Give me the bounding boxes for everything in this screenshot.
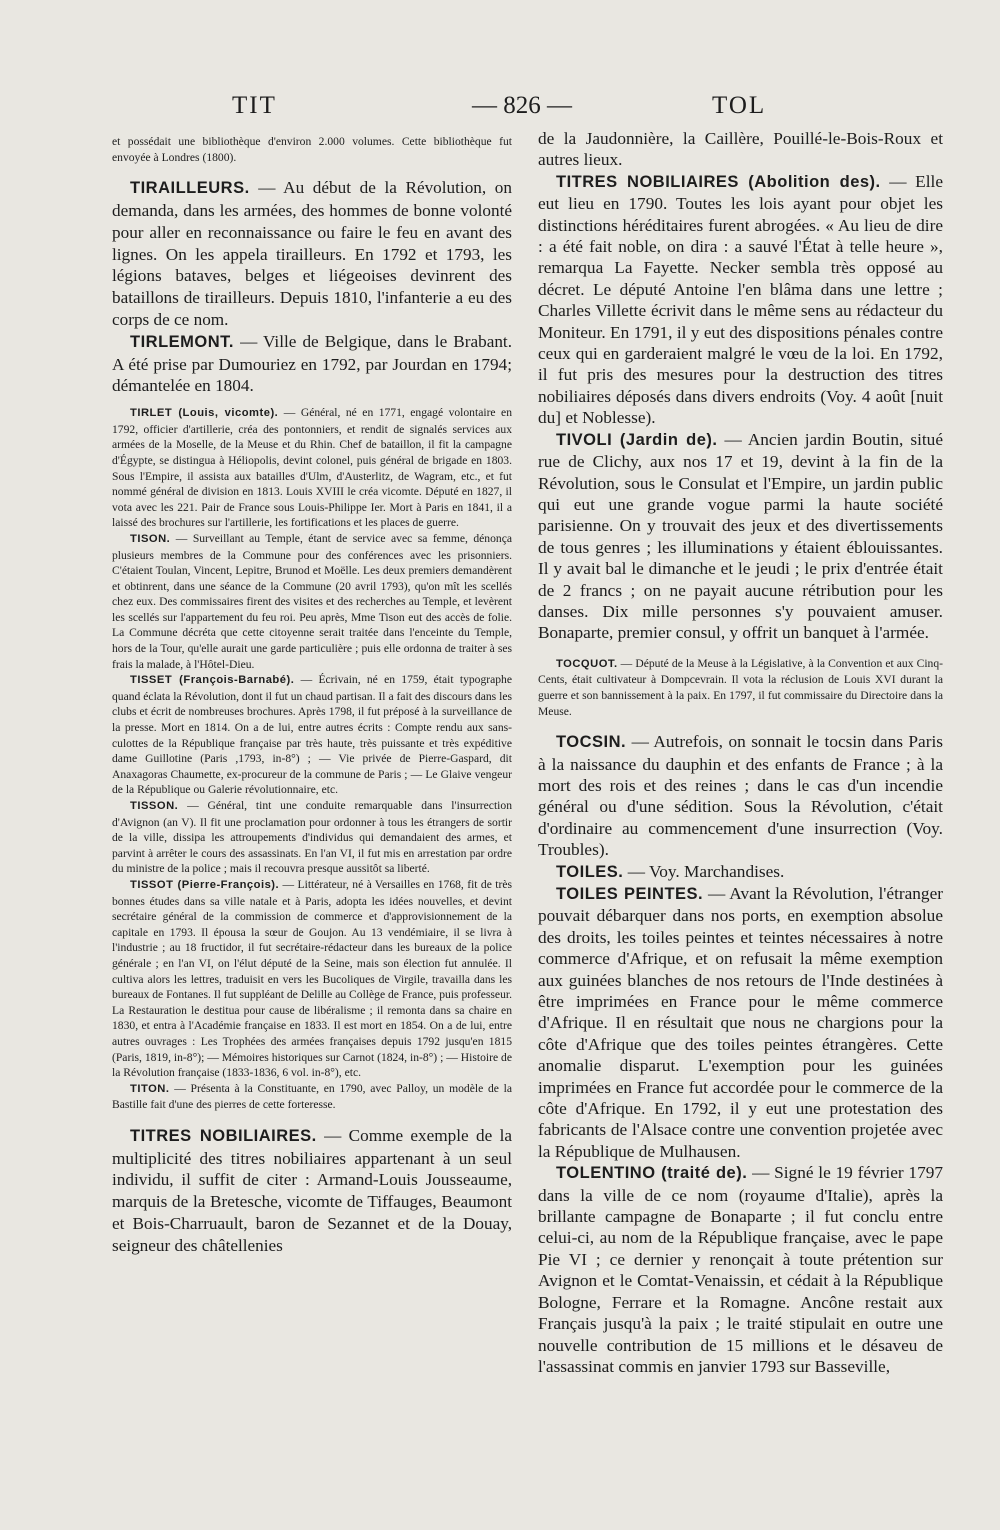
header-left-guideword: TIT (232, 92, 277, 119)
entry-continuation: de la Jaudonnière, la Caillère, Pouillé-le-Bois-Roux et autres lieux. (538, 129, 943, 170)
entry-headword: TITRES NOBILIAIRES (Abolition des). (556, 172, 881, 191)
entry-headword: TOCQUOT. (556, 657, 618, 670)
entry-headword: TISON. (130, 532, 171, 545)
entry-titres-nobiliaires: TITRES NOBILIAIRES. — Comme exemple de la multiplicité des titres nobiliaires appartenant à un seul individu, il suffit de citer : Armand-Louis Jousseaume, marquis de la Bretesche, vicomte de Tiffauges, Beaumont et Bois-Charruault, baron de Sezannet et de la Douay, seigneur des châtellenies (112, 1125, 512, 1255)
page-number: — 826 — (472, 92, 572, 119)
entry-headword: TOILES. (556, 862, 624, 881)
page-header (0, 92, 1000, 122)
entry-headword: TISSOT (Pierre-François). (130, 878, 280, 891)
entry-headword: TOILES PEINTES. (556, 884, 704, 903)
entry-headword: TITRES NOBILIAIRES. (130, 1126, 317, 1145)
entry-tisset: TISSET (François-Barnabé). — Écrivain, né en 1759, était typographe quand éclata la Révolution, dont il fut un chaud partisan. Il a fait des discours dans les clubs et écrit de nombreuses brochures. Après 1798, il fut préposé à la surveillance de la presse. Mort en 1814. On a de lui, entre autres écrits : Compte rendu aux sans-culottes de la République française par très haute, très puissante et très expéditive dame Guillotine (Paris ,1793, in-8°) ; — Vie privée de Pierre-Gaspard, dit Anaxagoras Chaumette, ex-procureur de la commune de Paris ; — Le Glaive vengeur de la République ou Galerie révolutionnaire, etc. (112, 673, 513, 797)
entry-toiles-peintes: TOILES PEINTES. — Avant la Révolution, l'étranger pouvait débarquer dans nos ports, en exemption absolue des droits, les toiles peintes et teintes nécessaires à notre commerce d'Afrique, et on refusait la même exemption aux guinées blanches de nos retours de l'Inde destinées à être imprimées en France pour le même commerce d'Afrique. Il en résultait que nous ne chargions pour la côte d'Afrique que des toiles peintes étrangères. Cette anomalie disparut. L'exemption pour les guinées imprimées en France fut accordée pour le commerce de la côte d'Afrique. En 1792, il y eut une protestation des fabricants de l'Alsace contre une convention projetée avec la République de Mulhausen. (538, 883, 943, 1161)
entry-headword: TIRLEMONT. (130, 332, 234, 351)
entry-tisson: TISSON. — Général, tint une conduite remarquable dans l'insurrection d'Avignon (an V). Il fit une proclamation pour ordonner à tous les étrangers de sortir de la ville, dissipa les attroupements d'individus qui demandaient des armes, et parvint à arrêter le cours des assassinats. En l'an VI, il fut mis en arrestation par ordre du ministre de la police ; mais il recouvra presque aussitôt sa liberté. (112, 799, 512, 876)
entry-tocquot: TOCQUOT. — Député de la Meuse à la Législative, à la Convention et aux Cinq-Cents, était cultivateur à Dompcevrain. Il vota la réclusion de Louis XVI durant la guerre et son bannissement à la paix. En 1797, il fut commissaire du Directoire dans la Meuse. (538, 656, 943, 718)
entry-tison: TISON. — Surveillant au Temple, étant de service avec sa femme, dénonça plusieurs membres de la Commune pour des conférences avec les prisonniers. C'étaient Toulan, Vincent, Lepitre, Brunod et Moëlle. Les deux premiers demandèrent et obtinrent, dans une séance de la Commune (20 avril 1793), qu'on mît les scellés chez eux. Des commissaires firent des visites et des recherches au Temple, et levèrent les scellés sur l'appartement du feu roi. Peu après, Mme Tison eut des accès de folie. La Commune décréta que cette citoyenne serait traitée dans l'enceinte du Temple, hors de la Tour, qu'elle aurait une garde particulière ; puis elle ordonna de traiter à ses frais la malade, à l'Hôtel-Dieu. (112, 531, 512, 671)
right-column (538, 128, 943, 1377)
entry-toiles: TOILES. — Voy. Marchandises. (556, 861, 785, 881)
entry-tocsin: TOCSIN. — Autrefois, on sonnait le tocsin dans Paris à la naissance du dauphin et des enfants de France ; à la mort des rois et des reines ; dans le cas d'un incendie général ou d'une sédition. Sous la Révolution, c'était d'ordinaire au commencement d'une insurrection (Voy. Troubles). (538, 732, 943, 860)
entry-tolentino: TOLENTINO (traité de). — Signé le 19 février 1797 dans la ville de ce nom (royaume d'Italie), après la brillante campagne de Bonaparte ; il fut conclu entre celui-ci, au nom de la République française, avec le pape Pie VI ; ce dernier y renonçait à toute prétention sur Avignon et le Comtat-Venaissin, et cédait à la République Bologne, Ferrare et la Romagne. Ancône restait aux Français jusqu'à la paix ; le traité stipulait en outre une nouvelle contribution de 15 millions et le désaveu de l'assassinat commis en janvier 1793 sur Basseville, (538, 1163, 943, 1376)
entry-tirailleurs: TIRAILLEURS. — Au début de la Révolution, on demanda, dans les armées, des hommes de bonne volonté pour aller en reconnaissance ou faire le feu en avant des lignes. On les appela tirailleurs. En 1792 et 1793, les légions bataves, belges et liégeoises devinrent des bataillons de tirailleurs. Depuis 1810, l'infanterie a eu des corps de ce nom. (112, 178, 512, 329)
left-column (112, 134, 512, 1257)
header-right-guideword: TOL (712, 92, 767, 119)
entry-tirlet: TIRLET (Louis, vicomte). — Général, né en 1771, engagé volontaire en 1792, officier d'artillerie, créa des pontonniers, et rendit de signalés services aux armées de la Moselle, de la Meuse et du Rhin. Chef de bataillon, il fit la campagne d'Égypte, se distingua à Héliopolis, devint colonel, puis général de brigade en 1803. Sous l'Empire, il assista aux batailles d'Ulm, d'Austerlitz, de Wagram, etc., et fut nommé général de division en 1813. Louis XVIII le créa vicomte. Député en 1827, il vota avec les 221. Pair de France sous Louis-Philippe Ier. Mort à Paris en 1841, il a laissé des brochures sur l'artillerie, les fortifications et les places de guerre. (112, 406, 512, 530)
entry-headword: TISSON. (130, 800, 179, 812)
entry-headword: TOLENTINO (traité de). (556, 1164, 748, 1183)
entry-headword: TOCSIN. (556, 733, 627, 752)
entry-tivoli: TIVOLI (Jardin de). — Ancien jardin Boutin, situé rue de Clichy, aux nos 17 et 19, devint à la fin de la Révolution, sous le Consulat et l'Empire, un jardin public qui eut une grande vogue parmi la haute société parisienne. On y trouvait des jeux et des divertissements de tous genres ; les illuminations y étaient éblouissantes. Il y avait bal le dimanche et le jeudi ; le prix d'entrée était de 2 francs ; on ne payait aucune rétribution pour les danses. Dix mille personnes s'y pouvaient amuser. Bonaparte, premier consul, y offrit un banquet à l'armée. (538, 429, 943, 643)
entry-tissot: TISSOT (Pierre-François). — Littérateur, né à Versailles en 1768, fit de très bonnes études dans sa ville natale et à Paris, adopta les idées nouvelles, et devint secrétaire général de la commission de commerce et d'approvisionnement de la capitale en 1793. Il épousa la sœur de Goujon. Au 13 vendémiaire, il se livra à l'industrie ; au 18 fructidor, il fut secrétaire-rédacteur dans les bureaux de la police générale ; en l'an VI, on l'élut député de la Seine, mais son élection fut annulée. Il cultiva alors les lettres, traduisit en vers les Bucoliques de Virgile, travailla dans les bureaux de Fontanes. Il fut suppléant de Delille au Collège de France, puis professeur. La Restauration le destitua pour cause de libéralisme ; il remonta dans sa chaire en 1830, et entra à l'Académie française en 1833. Il est mort en 1854. On a de lui, entre autres ouvrages : Les Trophées des armées françaises depuis 1792 jusqu'en 1815 (Paris, 1819, in-8°); — Mémoires historiques sur Carnot (1824, in-8°) ; — Histoire de la Révolution française (1833-1836, 6 vol. in-8°), etc. (112, 877, 512, 1080)
entry-titres-nobiliaires-abolition: TITRES NOBILIAIRES (Abolition des). — Elle eut lieu en 1790. Toutes les lois ayant pour objet les distinctions héréditaires furent abrogées. « Au lieu de dire : a été fait noble, on dira : a sauvé l'État à telle heure », remarqua La Fayette. Necker sembla très opposé au décret. Le député Antoine l'en blâma dans une lettre ; Charles Villette écrivit dans le même sens au rédacteur du Moniteur. En 1791, il y eut des dispositions pénales contre ceux qui en garderaient malgré le vœu de la loi. En 1792, il fut pris des mesures pour la destruction des titres nobiliaires déposés dans divers endroits (Voy. 4 août [nuit du] et Noblesse). (538, 171, 943, 428)
entry-headword: TIVOLI (Jardin de). (556, 430, 718, 449)
entry-headword: TIRLET (Louis, vicomte). (130, 407, 279, 420)
entry-titon: TITON. — Présenta à la Constituante, en 1790, avec Palloy, un modèle de la Bastille fait d'une des pierres de cette forteresse. (112, 1081, 512, 1112)
entry-headword: TIRAILLEURS. (130, 179, 250, 198)
entry-tirlemont: TIRLEMONT. — Ville de Belgique, dans le Brabant. A été prise par Dumouriez en 1792, par Jourdan en 1794; démantelée en 1804. (112, 331, 512, 396)
entry-headword: TITON. (130, 1082, 170, 1095)
entry-headword: TISSET (François-Barnabé). (130, 674, 295, 687)
entry-continuation: et possédait une bibliothèque d'environ 2.000 volumes. Cette bibliothèque fut envoyée à Londres (1800). (112, 135, 512, 164)
